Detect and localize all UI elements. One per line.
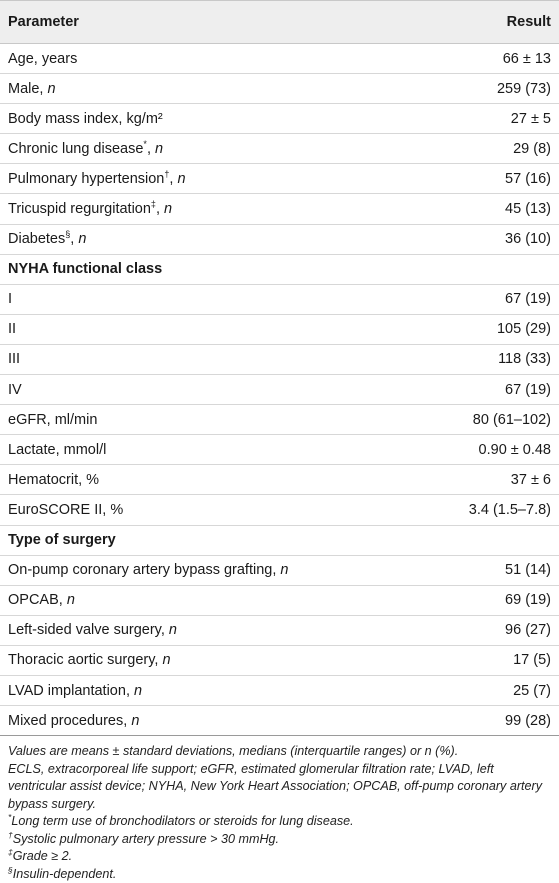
table-row: [0, 555, 559, 585]
parameter-label: IV: [8, 381, 22, 398]
result-cell: 25 (7): [420, 675, 559, 705]
table-row: [0, 44, 559, 74]
parameter-cell: [0, 194, 420, 224]
footnote-text: Grade ≥ 2.: [12, 849, 73, 864]
result-cell: 99 (28): [420, 706, 559, 736]
table-row: [0, 495, 559, 525]
result-cell: 45 (13): [420, 194, 559, 224]
table-row: [0, 224, 559, 254]
parameter-label: eGFR, ml/min: [8, 411, 98, 428]
footnote: [8, 866, 551, 883]
parameter-label: I: [8, 291, 13, 308]
header-result: Result: [420, 1, 559, 44]
footnote-symbol: *: [8, 811, 12, 822]
result-cell: 259 (73): [420, 74, 559, 104]
parameter-cell: [0, 375, 420, 405]
table-row: [0, 314, 559, 344]
parameter-label: Male,: [8, 80, 48, 97]
result-cell: 80 (61–102): [420, 405, 559, 435]
section-header-row: [0, 525, 559, 555]
note-abbreviations: ECLS, extracorporeal life support; eGFR, estimated glomerular filtration rate; LVAD, left ventricular assist device; NYHA, New York Heart Association; OPCAB, off-pump coronary artery bypass surgery.: [8, 761, 543, 811]
footnote: [8, 848, 551, 866]
parameter-suffix: ,: [146, 140, 155, 157]
result-cell: 36 (10): [420, 224, 559, 254]
table-row: [0, 344, 559, 374]
section-header-row: [0, 254, 559, 284]
header-parameter: Parameter: [0, 1, 420, 44]
result-cell: 118 (33): [420, 344, 559, 374]
parameter-label: LVAD implantation,: [8, 682, 134, 699]
parameter-label: Left-sided valve surgery,: [8, 622, 169, 639]
footnote: [8, 831, 551, 849]
parameter-label: Tricuspid regurgitation: [8, 201, 151, 218]
parameter-label: Diabetes: [8, 231, 66, 248]
parameter-suffix: ,: [155, 201, 164, 218]
parameter-label: Hematocrit, %: [8, 471, 100, 488]
table-row: [0, 615, 559, 645]
parameter-cell: [0, 645, 420, 675]
table-row: [0, 164, 559, 194]
parameter-cell: [0, 706, 420, 736]
footnote-symbol: ‡: [8, 846, 13, 857]
parameter-label: Body mass index, kg/m²: [8, 110, 163, 127]
table-row: [0, 104, 559, 134]
table-header-row: [0, 1, 559, 44]
footnote-text: Long term use of bronchodilators or steroids for lung disease.: [11, 814, 354, 829]
count-symbol: n: [168, 622, 177, 639]
footnote-mark: §: [65, 229, 71, 240]
count-symbol: n: [162, 652, 171, 669]
result-cell: 57 (16): [420, 164, 559, 194]
parameter-label: II: [8, 321, 17, 338]
table-body: [0, 44, 559, 736]
result-cell: 37 ± 6: [420, 465, 559, 495]
result-cell: 105 (29): [420, 314, 559, 344]
footnote-symbol: §: [8, 864, 13, 875]
count-symbol: n: [131, 712, 140, 729]
count-symbol: n: [134, 682, 143, 699]
parameter-label: Age, years: [8, 50, 78, 67]
count-symbol: n: [177, 170, 186, 187]
table-row: [0, 675, 559, 705]
parameter-cell: [0, 405, 420, 435]
parameter-label: Thoracic aortic surgery,: [8, 652, 163, 669]
result-cell: 27 ± 5: [420, 104, 559, 134]
parameter-label: Lactate, mmol/l: [8, 441, 107, 458]
count-symbol: n: [164, 201, 173, 218]
parameter-cell: [0, 104, 420, 134]
table-row: [0, 284, 559, 314]
section-header: Type of surgery: [0, 525, 559, 555]
footnote-mark: ‡: [150, 199, 156, 210]
footnote-mark: †: [164, 169, 170, 180]
footnote-symbol: †: [8, 829, 13, 840]
parameter-cell: [0, 585, 420, 615]
parameter-cell: [0, 615, 420, 645]
parameter-label: Pulmonary hypertension: [8, 170, 165, 187]
table-row: [0, 405, 559, 435]
count-symbol: n: [47, 80, 56, 97]
parameter-cell: [0, 495, 420, 525]
result-cell: 3.4 (1.5–7.8): [420, 495, 559, 525]
parameter-label: OPCAB,: [8, 592, 67, 609]
parameter-cell: [0, 44, 420, 74]
footnote: [8, 813, 551, 831]
table-row: [0, 585, 559, 615]
parameter-cell: [0, 134, 420, 164]
parameter-cell: [0, 74, 420, 104]
table-row: [0, 645, 559, 675]
parameter-cell: [0, 314, 420, 344]
footnote-text: Insulin-dependent.: [12, 866, 117, 881]
parameter-label: Chronic lung disease: [8, 140, 144, 157]
count-symbol: n: [66, 592, 75, 609]
parameter-cell: [0, 164, 420, 194]
result-cell: 69 (19): [420, 585, 559, 615]
result-cell: 29 (8): [420, 134, 559, 164]
parameter-cell: [0, 435, 420, 465]
note-values: Values are means ± standard deviations, medians (interquartile ranges) or n (%).: [8, 744, 459, 759]
parameter-cell: [0, 284, 420, 314]
parameter-cell: [0, 344, 420, 374]
table-notes: [0, 736, 559, 883]
section-header: NYHA functional class: [0, 254, 559, 284]
parameter-label: III: [8, 351, 21, 368]
parameter-suffix: ,: [169, 170, 178, 187]
result-cell: 0.90 ± 0.48: [420, 435, 559, 465]
parameter-cell: [0, 224, 420, 254]
result-cell: 17 (5): [420, 645, 559, 675]
parameter-cell: [0, 675, 420, 705]
result-cell: 96 (27): [420, 615, 559, 645]
result-cell: 51 (14): [420, 555, 559, 585]
table-row: [0, 465, 559, 495]
table-row: [0, 435, 559, 465]
table-row: [0, 74, 559, 104]
parameter-cell: [0, 465, 420, 495]
table-row: [0, 134, 559, 164]
parameter-suffix: ,: [70, 231, 79, 248]
table-row: [0, 194, 559, 224]
count-symbol: n: [78, 231, 87, 248]
footnotes: [8, 813, 551, 883]
count-symbol: n: [155, 140, 164, 157]
footnote-mark: *: [143, 139, 147, 149]
table-row: [0, 375, 559, 405]
result-cell: 67 (19): [420, 284, 559, 314]
parameter-label: Mixed procedures,: [8, 712, 132, 729]
count-symbol: n: [280, 562, 289, 579]
table-row: [0, 706, 559, 736]
parameter-label: On-pump coronary artery bypass grafting,: [8, 562, 281, 579]
parameter-label: EuroSCORE II, %: [8, 501, 124, 518]
result-cell: 67 (19): [420, 375, 559, 405]
parameter-cell: [0, 555, 420, 585]
result-cell: 66 ± 13: [420, 44, 559, 74]
footnote-text: Systolic pulmonary artery pressure > 30 mmHg.: [12, 831, 280, 846]
